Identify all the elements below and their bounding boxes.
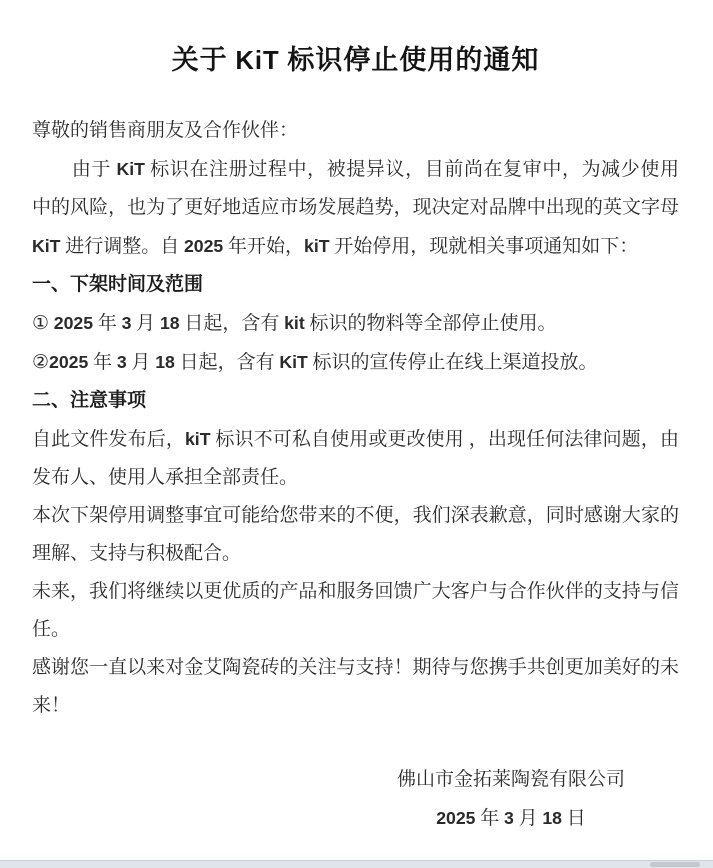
- page-title: 关于 KiT 标识停止使用的通知: [171, 45, 540, 75]
- intro-paragraph: 由于 KiT 标识在注册过程中，被提异议，目前尚在复审中，为减少使用中的风险，也为了更好地适应市场发展趋势，现决定对品牌中出现的英文字母 KiT 进行调整。自 2025 年开始，kiT 开始停用，现就相关事项通知如下：: [32, 159, 679, 257]
- section2-paragraph-3: 未来，我们将继续以更优质的产品和服务回馈广大客户与合作伙伴的支持与信任。: [32, 581, 679, 640]
- section1-item-2: ②2025 年 3 月 18 日起，含有 KiT 标识的宣传停止在线上渠道投放。: [32, 352, 598, 373]
- signature-company: 佛山市金拓莱陶瓷有限公司: [396, 769, 625, 790]
- section1-item-1: ① 2025 年 3 月 18 日起，含有 kit 标识的物料等全部停止使用。: [32, 313, 557, 334]
- salutation: 尊敬的销售商朋友及合作伙伴：: [32, 120, 299, 141]
- section2-paragraph-4: 感谢您一直以来对金艾陶瓷砖的关注与支持！期待与您携手共创更加美好的未来！: [32, 657, 679, 716]
- horizontal-scrollbar-track[interactable]: [0, 860, 713, 868]
- signature-block: [397, 761, 625, 838]
- section2-paragraph-1: 自此文件发布后，kiT 标识不可私自使用或更改使用 ，出现任何法律问题，由发布人、使用人承担全部责任。: [32, 429, 679, 488]
- section2-heading: 二、注意事项: [32, 390, 147, 411]
- signature-date: 2025 年 3 月 18 日: [436, 808, 586, 829]
- horizontal-scrollbar-thumb[interactable]: [650, 862, 700, 867]
- section1-heading: 一、下架时间及范围: [32, 274, 204, 295]
- section2-paragraph-2: 本次下架停用调整事宜可能给您带来的不便，我们深表歉意，同时感谢大家的理解、支持与积极配合。: [32, 505, 679, 564]
